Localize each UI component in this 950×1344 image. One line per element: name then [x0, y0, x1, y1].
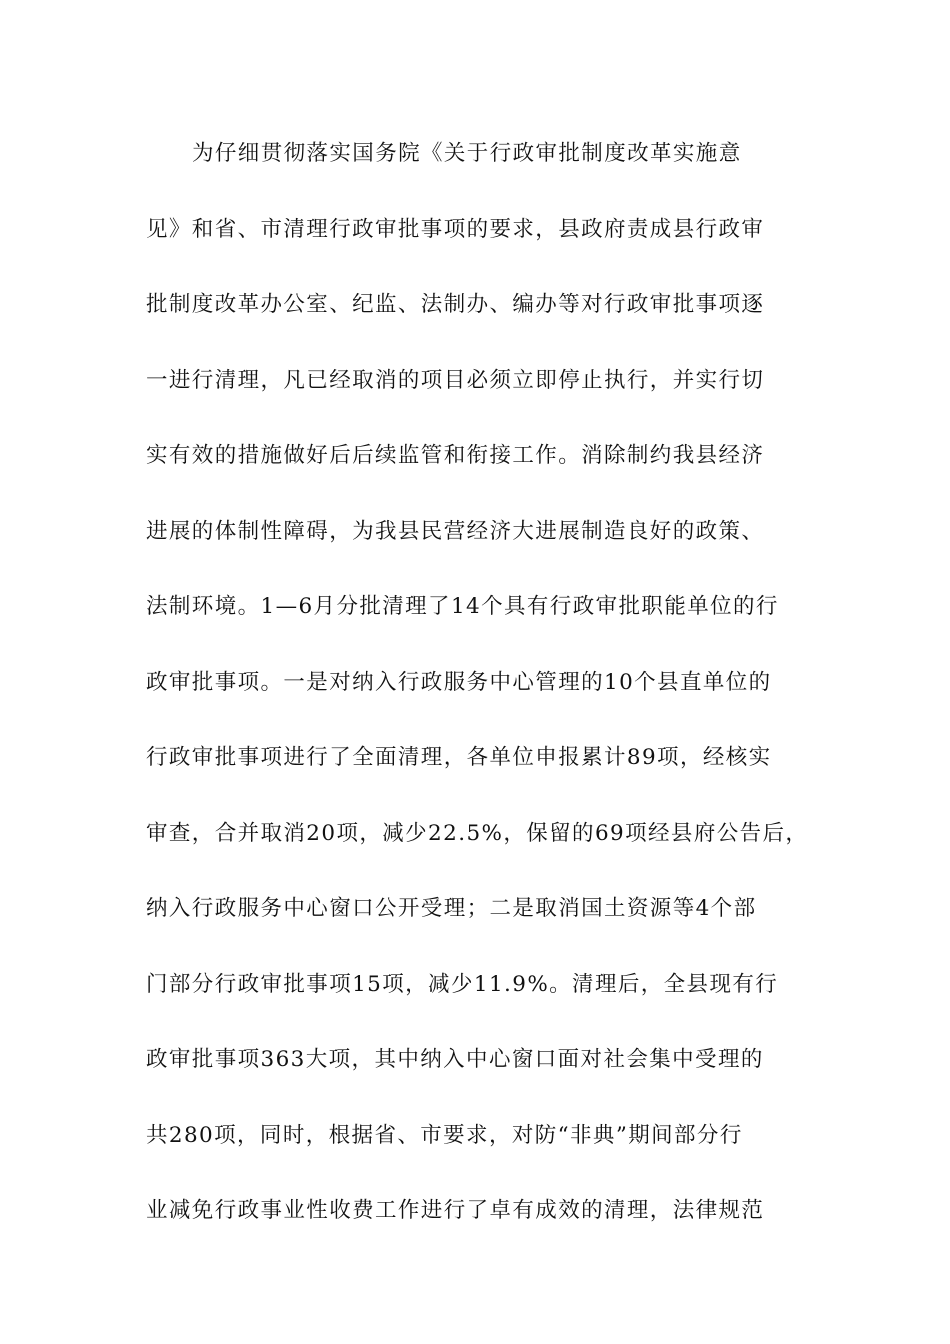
paragraph-line: 政审批事项。一是对纳入行政服务中心管理的10个县直单位的: [146, 669, 772, 695]
paragraph-line: 政审批事项363大项，其中纳入中心窗口面对社会集中受理的: [146, 1047, 764, 1072]
paragraph-line: 法制环境。1—6月分批清理了14个具有行政审批职能单位的行: [146, 594, 779, 619]
paragraph-line: 门部分行政审批事项15项，减少11.9%。清理后，全县现有行: [146, 971, 779, 997]
paragraph-line: 批制度改革办公室、纪监、法制办、编办等对行政审批事项逐: [146, 292, 765, 317]
paragraph-line: 审查，合并取消20项，减少22.5%，保留的69项经县府公告后，: [146, 820, 809, 846]
body-paragraph: [146, 128, 810, 1261]
paragraph-line: 为仔细贯彻落实国务院《关于行政审批制度改革实施意: [192, 141, 742, 166]
paragraph-line: 业减免行政事业性收费工作进行了卓有成效的清理，法律规范: [146, 1198, 765, 1223]
paragraph-line: 行政审批事项进行了全面清理，各单位申报累计89项，经核实: [146, 745, 772, 770]
paragraph-line: 一进行清理，凡已经取消的项目必须立即停止执行，并实行切: [146, 367, 765, 393]
paragraph-line: 见》和省、市清理行政审批事项的要求，县政府责成县行政审: [146, 216, 765, 242]
paragraph-line: 共280项，同时，根据省、市要求，对防“非典”期间部分行: [146, 1122, 743, 1148]
paragraph-line: 纳入行政服务中心窗口公开受理；二是取消国土资源等4个部: [146, 896, 757, 921]
paragraph-line: 进展的体制性障碍，为我县民营经济大进展制造良好的政策、: [146, 518, 765, 544]
paragraph-line: 实有效的措施做好后后续监管和衔接工作。消除制约我县经济: [146, 443, 765, 468]
